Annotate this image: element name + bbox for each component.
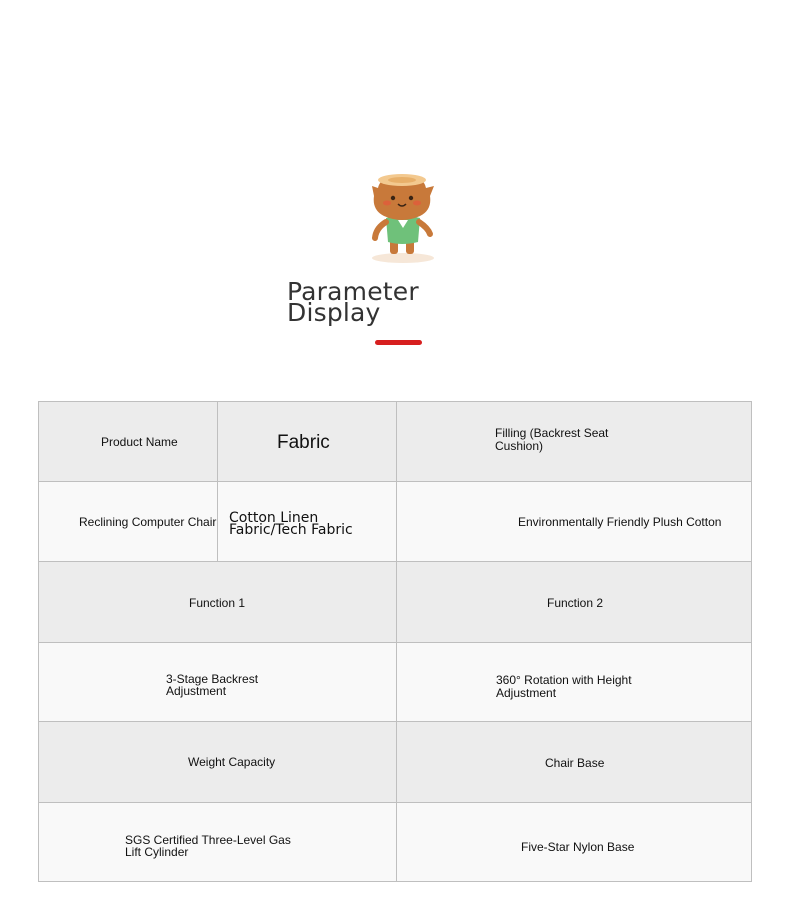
parameter-table (38, 401, 752, 882)
table-cell: Chair Base (545, 756, 605, 770)
table-cell: Environmentally Friendly Plush Cotton (518, 515, 722, 529)
table-cell: Fabric (277, 432, 330, 453)
table-row (39, 722, 751, 803)
table-cell: Function 1 (189, 596, 246, 610)
table-row (39, 803, 751, 881)
table-row (39, 562, 751, 643)
table-row (39, 643, 751, 722)
table-cell: Product Name (101, 435, 178, 449)
page-title: Parameter Display (287, 277, 419, 327)
table-cell: SGS Certified Three-Level Gas Lift Cylinder (125, 833, 291, 859)
table-row (39, 402, 751, 482)
table-cell: Cotton Linen Fabric/Tech Fabric (229, 510, 353, 538)
table-cell: 360° Rotation with Height Adjustment (496, 673, 632, 700)
table-row (39, 482, 751, 562)
table-cell: Filling (Backrest Seat Cushion) (495, 426, 609, 453)
mascot-illustration (362, 166, 442, 264)
table-cell: Reclining Computer Chair (79, 515, 217, 529)
title-underline (375, 340, 422, 345)
table-cell: Function 2 (547, 596, 604, 610)
table-cell: 3-Stage Backrest Adjustment (166, 672, 259, 698)
table-cell: Weight Capacity (188, 755, 276, 769)
table-cell: Five-Star Nylon Base (521, 840, 635, 854)
